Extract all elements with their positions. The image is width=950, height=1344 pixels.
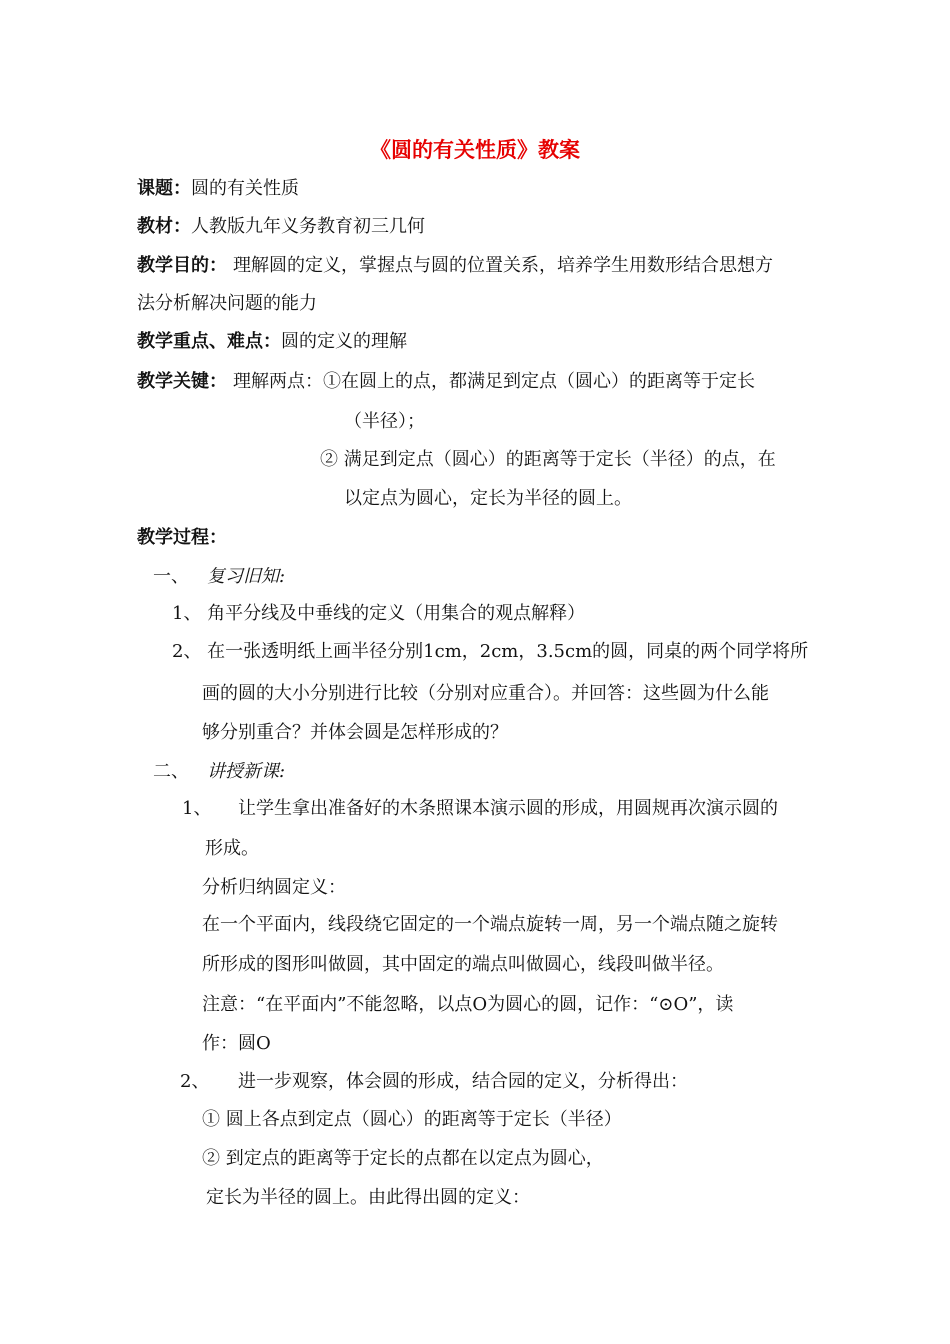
analysis-label: 分析归纳圆定义： — [202, 877, 346, 898]
new-item-1-line-1: 让学生拿出准备好的木条照课本演示圆的形成，用圆规再次演示圆的 — [238, 798, 778, 819]
textbook-line — [137, 215, 425, 239]
section-1-title: 复习旧知: — [207, 566, 286, 587]
section-2-title: 讲授新课: — [207, 761, 286, 782]
point-2: ② 到定点的距离等于定长的点都在以定点为圆心， — [202, 1148, 604, 1169]
textbook-label: 教材： — [137, 216, 191, 237]
key-text-3: ② 满足到定点（圆心）的距离等于定长（半径）的点，在 — [320, 449, 776, 470]
definition-line-2: 所形成的图形叫做圆，其中固定的端点叫做圆心，线段叫做半径。 — [202, 954, 724, 975]
review-item-1: 1、 角平分线及中垂线的定义（用集合的观点解释） — [172, 603, 586, 624]
goal-text-2: 法分析解决问题的能力 — [137, 293, 317, 314]
topic-line — [137, 177, 299, 201]
note-line-2: 作：圆O — [202, 1033, 271, 1054]
section-2-number: 二、 — [153, 761, 189, 782]
new-item-2-line-1: 进一步观察，体会圆的形成，结合园的定义，分析得出： — [238, 1071, 688, 1092]
new-item-1-number: 1、 — [182, 798, 212, 819]
point-1: ① 圆上各点到定点（圆心）的距离等于定长（半径） — [202, 1109, 622, 1130]
focus-label: 教学重点、难点： — [137, 331, 281, 352]
key-text-4: 以定点为圆心，定长为半径的圆上。 — [344, 488, 632, 509]
review-item-2-line-1: 2、 在一张透明纸上画半径分别1cm，2cm，3.5cm的圆，同桌的两个同学将所 — [172, 641, 809, 662]
topic-value: 圆的有关性质 — [191, 178, 299, 199]
section-1-heading — [153, 565, 285, 589]
review-item-2-line-3: 够分别重合？并体会圆是怎样形成的？ — [202, 722, 508, 743]
goal-text-1: 理解圆的定义，掌握点与圆的位置关系，培养学生用数形结合思想方 — [233, 255, 773, 276]
section-1-number: 一、 — [153, 566, 189, 587]
section-2-heading — [153, 760, 285, 784]
new-item-2-number: 2、 — [180, 1071, 210, 1092]
document-title: 《圆的有关性质》教案 — [370, 138, 580, 162]
process-label: 教学过程： — [137, 527, 227, 548]
key-label: 教学关键： — [137, 371, 227, 392]
focus-value: 圆的定义的理解 — [281, 331, 407, 352]
new-item-1-line-2: 形成。 — [205, 838, 259, 859]
goal-label: 教学目的： — [137, 255, 227, 276]
focus-line — [137, 330, 407, 354]
textbook-value: 人教版九年义务教育初三几何 — [191, 216, 425, 237]
note-line-1: 注意：“在平面内”不能忽略，以点O为圆心的圆，记作：“⊙O”，读 — [202, 994, 734, 1015]
goal-line — [137, 254, 814, 278]
key-text-1: 理解两点：①在圆上的点，都满足到定点（圆心）的距离等于定长 — [233, 371, 755, 392]
key-text-2: （半径）； — [344, 411, 425, 432]
topic-label: 课题： — [137, 178, 191, 199]
point-3: 定长为半径的圆上。由此得出圆的定义： — [206, 1187, 530, 1208]
key-line — [137, 370, 755, 394]
review-item-2-line-2: 画的圆的大小分别进行比较（分别对应重合）。并回答：这些圆为什么能 — [202, 683, 769, 704]
definition-line-1: 在一个平面内，线段绕它固定的一个端点旋转一周，另一个端点随之旋转 — [202, 914, 778, 935]
